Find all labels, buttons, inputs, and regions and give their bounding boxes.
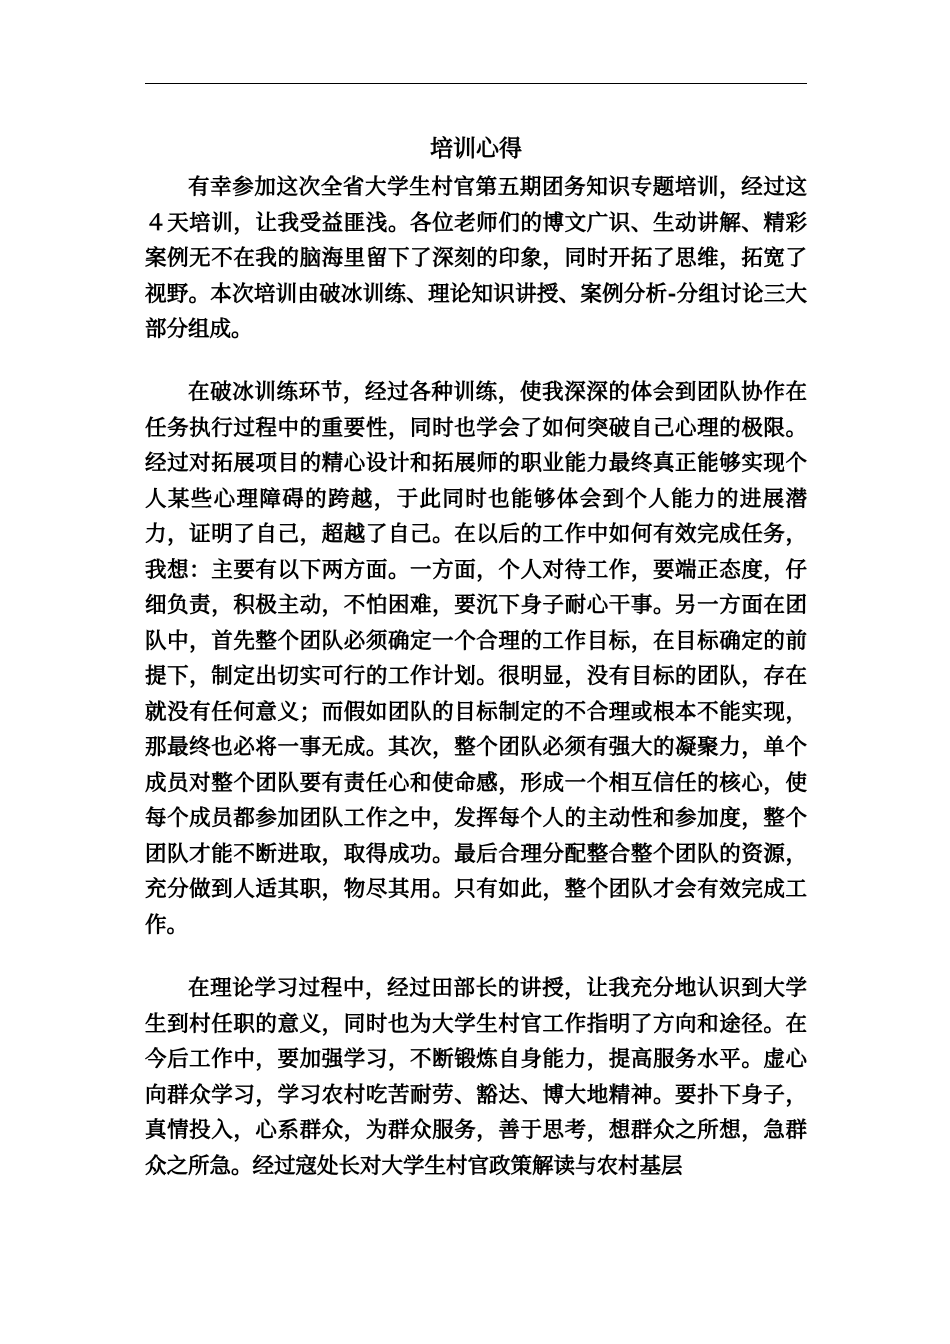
document-title: 培训心得 [430, 135, 522, 162]
paragraph-theory: 在理论学习过程中，经过田部长的讲授，让我充分地认识到大学生到村任职的意义，同时也为大学生村官工作指明了方向和途径。在今后工作中，要加强学习，不断锻炼自身能力，提高服务水平。虚心向群众学习，学习农村吃苦耐劳、豁达、博大地精神。要扑下身子，真情投入，心系群众，为群众服务，善于思考，想群众之所想，急群众之所急。经过寇处长对大学生村官政策解读与农村基层 [145, 976, 807, 1179]
paragraph-intro: 有幸参加这次全省大学生村官第五期团务知识专题培训，经过这４天培训，让我受益匪浅。各位老师们的博文广识、生动讲解、精彩案例无不在我的脑海里留下了深刻的印象，同时开拓了思维，拓宽了视野。本次培训由破冰训练、理论知识讲授、案例分析-分组讨论三大部分组成。 [145, 175, 807, 342]
header-rule [145, 83, 807, 84]
paragraph-icebreaking: 在破冰训练环节，经过各种训练，使我深深的体会到团队协作在任务执行过程中的重要性，同时也学会了如何突破自己心理的极限。经过对拓展项目的精心设计和拓展师的职业能力最终真正能够实现个人某些心理障碍的跨越，于此同时也能够体会到个人能力的进展潜力，证明了自己，超越了自己。在以后的工作中如何有效完成任务，我想：主要有以下两方面。一方面，个人对待工作，要端正态度，仔细负责，积极主动，不怕困难，要沉下身子耐心干事。另一方面在团队中，首先整个团队必须确定一个合理的工作目标，在目标确定的前提下，制定出切实可行的工作计划。很明显，没有目标的团队，存在就没有任何意义；而假如团队的目标制定的不合理或根本不能实现，那最终也必将一事无成。其次，整个团队必须有强大的凝聚力，单个成员对整个团队要有责任心和使命感，形成一个相互信任的核心，使每个成员都参加团队工作之中，发挥每个人的主动性和参加度，整个团队才能不断进取，取得成功。最后合理分配整合整个团队的资源，充分做到人适其职，物尽其用。只有如此，整个团队才会有效完成工作。 [145, 380, 807, 938]
